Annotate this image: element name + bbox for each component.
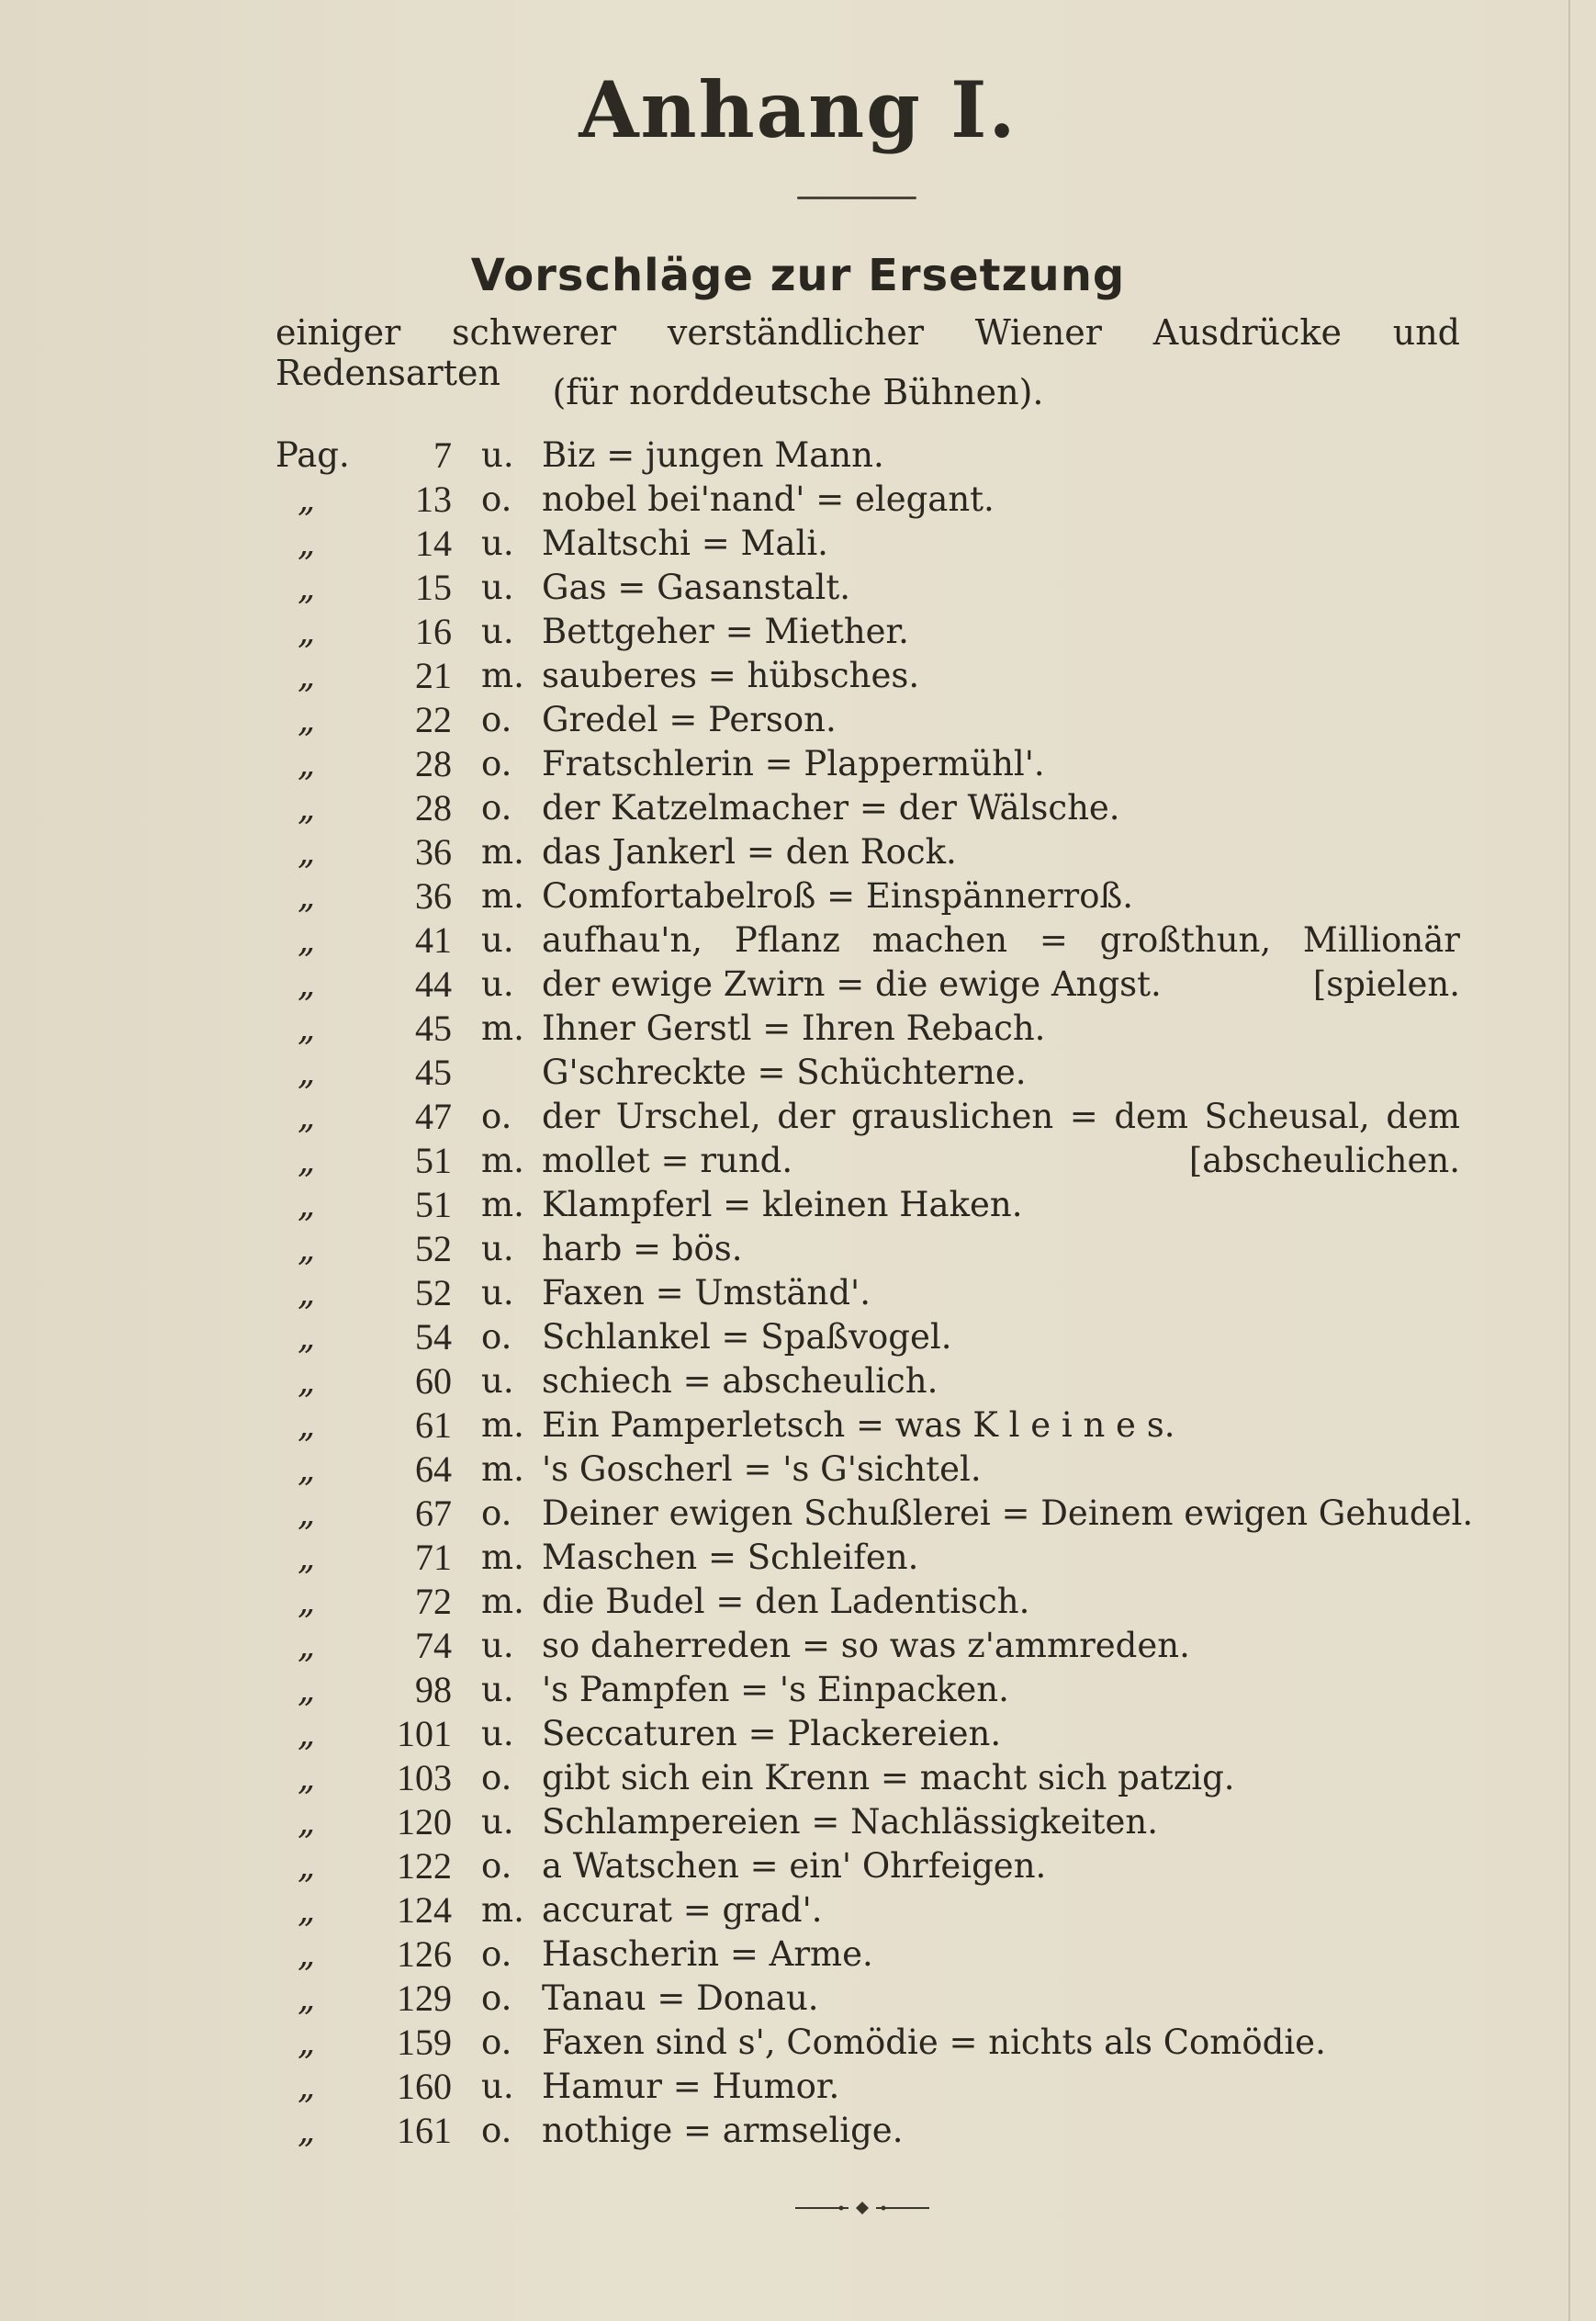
- ditto-mark: „: [298, 1317, 316, 1357]
- list-item: [275, 963, 1460, 1007]
- end-ornament: [795, 2199, 929, 2217]
- entry-text: Ein Pamperletsch = was K l e i n e s.: [542, 1405, 1175, 1445]
- page-position: o.: [481, 479, 512, 519]
- ditto-mark: „: [298, 1670, 316, 1709]
- page-title: Anhang I.: [579, 64, 1017, 155]
- page-position: m.: [481, 832, 524, 872]
- page-number: 72: [415, 1581, 452, 1622]
- page-number: 101: [397, 1713, 452, 1754]
- entry-text: sauberes = hübsches.: [542, 656, 920, 695]
- entry-text: Hamur = Humor.: [542, 2067, 840, 2106]
- list-item: [275, 2109, 1460, 2153]
- page-position: o.: [481, 1493, 512, 1533]
- list-item: [275, 1095, 1460, 1139]
- ditto-mark: „: [298, 700, 316, 739]
- ditto-mark: „: [298, 479, 316, 519]
- entry-text: Biz = jungen Mann.: [542, 435, 884, 475]
- ditto-mark: „: [298, 1008, 316, 1048]
- page-number: 103: [397, 1757, 452, 1798]
- page-number: 67: [415, 1493, 452, 1534]
- page-position: u.: [481, 1714, 514, 1753]
- page-position: u.: [481, 1802, 514, 1842]
- ditto-mark: „: [298, 744, 316, 783]
- entry-text: Klampferl = kleinen Haken.: [542, 1185, 1023, 1224]
- page-position: m.: [481, 1185, 524, 1224]
- entry-text: gibt sich ein Krenn = macht sich patzig.: [542, 1758, 1235, 1797]
- ditto-mark: „: [298, 2022, 316, 2062]
- ditto-mark: „: [298, 1361, 316, 1401]
- page-position: o.: [481, 1317, 512, 1357]
- list-item: [275, 918, 1460, 963]
- entry-text: nothige = armselige.: [542, 2111, 904, 2150]
- page-position: m.: [481, 1449, 524, 1489]
- page-number: 7: [433, 434, 452, 476]
- ditto-mark: „: [298, 1582, 316, 1621]
- entry-text: 's Pampfen = 's Einpacken.: [542, 1670, 1009, 1709]
- ditto-mark: „: [298, 1714, 316, 1753]
- list-item: [275, 1932, 1460, 1977]
- ditto-mark: „: [298, 1449, 316, 1489]
- entry-text: Schlampereien = Nachlässigkeiten.: [542, 1802, 1159, 1842]
- page-number: 28: [415, 743, 452, 784]
- page-edge-line: [1568, 0, 1570, 2321]
- entry-text: das Jankerl = den Rock.: [542, 832, 957, 872]
- entry-text: 's Goscherl = 's G'sichtel.: [542, 1449, 982, 1489]
- page-number: 28: [415, 787, 452, 828]
- list-item: [275, 654, 1460, 698]
- list-item: [275, 1536, 1460, 1580]
- ditto-mark: „: [298, 832, 316, 872]
- list-item: [275, 1580, 1460, 1624]
- entry-text: a Watschen = ein' Ohrfeigen.: [542, 1846, 1047, 1886]
- entry-text: Gas = Gasanstalt.: [542, 568, 850, 607]
- page-position: u.: [481, 2067, 514, 2106]
- entry-text: so daherreden = so was z'ammreden.: [542, 1626, 1190, 1665]
- ditto-mark: „: [298, 1978, 316, 2018]
- page-number: 126: [397, 1933, 452, 1975]
- page-position: u.: [481, 1670, 514, 1709]
- list-item: [275, 1139, 1460, 1183]
- ditto-mark: „: [298, 612, 316, 651]
- ditto-mark: „: [298, 1934, 316, 1974]
- list-item: [275, 2065, 1460, 2109]
- page-number: 54: [415, 1316, 452, 1358]
- ditto-mark: „: [298, 1758, 316, 1797]
- entry-text: harb = bös.: [542, 1229, 743, 1268]
- page-number: 36: [415, 831, 452, 873]
- line-overflow-text: [abscheulichen.: [1188, 1141, 1460, 1180]
- ditto-mark: „: [298, 1229, 316, 1268]
- page-position: u.: [481, 1361, 514, 1401]
- page-number: 160: [397, 2066, 452, 2107]
- ditto-mark: „: [298, 788, 316, 828]
- list-item: [275, 1492, 1474, 1536]
- page-number: 36: [415, 875, 452, 917]
- list-item: [275, 1624, 1460, 1668]
- page-number: 51: [415, 1140, 452, 1181]
- ditto-mark: „: [298, 1405, 316, 1445]
- list-item: [275, 874, 1460, 918]
- entry-text: Fratschlerin = Plappermühl'.: [542, 744, 1045, 783]
- page-position: m.: [481, 1582, 524, 1621]
- entry-text: der Urschel, der grauslichen = dem Scheusal, dem: [542, 1097, 1460, 1136]
- list-item: [275, 1183, 1460, 1227]
- list-item: [275, 698, 1460, 742]
- page-number: 71: [415, 1537, 452, 1578]
- page-number: 16: [415, 611, 452, 652]
- entry-text: der Katzelmacher = der Wälsche.: [542, 788, 1120, 828]
- subheading-line-2: (für norddeutsche Bühnen).: [552, 372, 1044, 412]
- list-item: [275, 1888, 1460, 1932]
- page-position: o.: [481, 1097, 512, 1136]
- ditto-mark: „: [298, 1890, 316, 1930]
- page-number: 21: [415, 655, 452, 696]
- ditto-mark: „: [298, 1493, 316, 1533]
- entry-text: der ewige Zwirn = die ewige Angst.: [542, 964, 1162, 1004]
- page-number: 44: [415, 963, 452, 1005]
- entry-text: Deiner ewigen Schußlerei = Deinem ewigen Gehudel.: [542, 1493, 1474, 1533]
- page-position: u.: [481, 920, 514, 960]
- list-item: [275, 1007, 1460, 1051]
- entry-text: G'schreckte = Schüchterne.: [542, 1053, 1027, 1092]
- list-item: [275, 1315, 1460, 1359]
- list-item: [275, 1359, 1460, 1403]
- page-number: 120: [397, 1801, 452, 1842]
- page-position: m.: [481, 876, 524, 916]
- page-prefix: Pag.: [275, 435, 350, 475]
- page-position: o.: [481, 2022, 512, 2062]
- ditto-mark: „: [298, 964, 316, 1004]
- ditto-mark: „: [298, 656, 316, 695]
- entry-text: aufhau'n, Pflanz machen = großthun, Millionär: [542, 920, 1460, 960]
- list-item: [275, 566, 1460, 610]
- entry-text: Faxen = Umständ'.: [542, 1273, 871, 1313]
- page-position: u.: [481, 612, 514, 651]
- entry-text: Ihner Gerstl = Ihren Rebach.: [542, 1008, 1046, 1048]
- page-number: 60: [415, 1360, 452, 1402]
- page-number: 159: [397, 2022, 452, 2063]
- entry-text: Gredel = Person.: [542, 700, 837, 739]
- subheading-line-1: einiger schwerer verständlicher Wiener Ausdrücke und Redensarten: [275, 312, 1460, 393]
- list-item: [275, 2021, 1460, 2065]
- page-position: o.: [481, 1978, 512, 2018]
- page-position: u.: [481, 1273, 514, 1313]
- page-number: 61: [415, 1404, 452, 1446]
- page-number: 74: [415, 1625, 452, 1666]
- list-item: [275, 478, 1460, 522]
- list-item: [275, 1051, 1460, 1095]
- ditto-mark: „: [298, 920, 316, 960]
- page-position: o.: [481, 1758, 512, 1797]
- entry-text: schiech = abscheulich.: [542, 1361, 938, 1401]
- ditto-mark: „: [298, 1141, 316, 1180]
- page-position: u.: [481, 435, 514, 475]
- list-item: [275, 742, 1460, 786]
- page-position: u.: [481, 1626, 514, 1665]
- ditto-mark: „: [298, 568, 316, 607]
- page-number: 122: [397, 1845, 452, 1887]
- page-position: o.: [481, 788, 512, 828]
- page-number: 13: [415, 479, 452, 520]
- entry-text: Maltschi = Mali.: [542, 524, 828, 563]
- entry-text: Comfortabelroß = Einspännerroß.: [542, 876, 1133, 916]
- page-position: m.: [481, 656, 524, 695]
- line-overflow-text: [spielen.: [1312, 964, 1460, 1004]
- page-number: 129: [397, 1977, 452, 2019]
- page-position: o.: [481, 700, 512, 739]
- list-item: [275, 786, 1460, 830]
- page-number: 52: [415, 1228, 452, 1269]
- page-number: 52: [415, 1272, 452, 1313]
- page-number: 161: [397, 2110, 452, 2151]
- ditto-mark: „: [298, 876, 316, 916]
- page-number: 15: [415, 567, 452, 608]
- ditto-mark: „: [298, 1273, 316, 1313]
- ditto-mark: „: [298, 2067, 316, 2106]
- page-position: o.: [481, 744, 512, 783]
- list-item: [275, 1712, 1460, 1756]
- list-item: [275, 1227, 1460, 1271]
- entry-text: die Budel = den Ladentisch.: [542, 1582, 1030, 1621]
- page-position: u.: [481, 964, 514, 1004]
- page-position: u.: [481, 568, 514, 607]
- entry-text: Hascherin = Arme.: [542, 1934, 873, 1974]
- page-number: 45: [415, 1008, 452, 1049]
- replacement-list: [275, 434, 1474, 2153]
- list-item: [275, 1800, 1460, 1844]
- page-number: 51: [415, 1184, 452, 1225]
- page-position: o.: [481, 1934, 512, 1974]
- entry-text: nobel bei'nand' = elegant.: [542, 479, 995, 519]
- list-item: [275, 1756, 1460, 1800]
- entry-text: Faxen sind s', Comödie = nichts als Comödie.: [542, 2022, 1326, 2062]
- page-position: u.: [481, 524, 514, 563]
- ditto-mark: „: [298, 1538, 316, 1577]
- section-heading: Vorschläge zur Ersetzung: [470, 250, 1126, 301]
- list-item: [275, 610, 1460, 654]
- list-item: [275, 1844, 1460, 1888]
- list-item: [275, 1977, 1460, 2021]
- page-position: m.: [481, 1008, 524, 1048]
- entry-text: Maschen = Schleifen.: [542, 1538, 919, 1577]
- title-divider: [797, 197, 916, 199]
- page-number: 64: [415, 1448, 452, 1490]
- list-item: [275, 1271, 1460, 1315]
- entry-text: Tanau = Donau.: [542, 1978, 819, 2018]
- page-number: 47: [415, 1096, 452, 1137]
- list-item: [275, 1448, 1460, 1492]
- ditto-mark: „: [298, 1053, 316, 1092]
- page-position: m.: [481, 1890, 524, 1930]
- entry-text: Schlankel = Spaßvogel.: [542, 1317, 952, 1357]
- ditto-mark: „: [298, 524, 316, 563]
- ditto-mark: „: [298, 1802, 316, 1842]
- entry-text: Seccaturen = Plackereien.: [542, 1714, 1002, 1753]
- page-position: m.: [481, 1405, 524, 1445]
- ditto-mark: „: [298, 1846, 316, 1886]
- page-number: 98: [415, 1669, 452, 1710]
- list-item: [275, 830, 1460, 874]
- list-item: [275, 1668, 1460, 1712]
- list-item: [275, 434, 1460, 478]
- page-number: 41: [415, 919, 452, 961]
- page-number: 124: [397, 1889, 452, 1931]
- page-number: 45: [415, 1052, 452, 1093]
- ditto-mark: „: [298, 2111, 316, 2150]
- page-position: m.: [481, 1141, 524, 1180]
- ditto-mark: „: [298, 1185, 316, 1224]
- list-item: [275, 1403, 1460, 1448]
- page-number: 22: [415, 699, 452, 740]
- entry-text: mollet = rund.: [542, 1141, 793, 1180]
- page-position: o.: [481, 2111, 512, 2150]
- page-position: u.: [481, 1229, 514, 1268]
- ditto-mark: „: [298, 1626, 316, 1665]
- ditto-mark: „: [298, 1097, 316, 1136]
- page-number: 14: [415, 523, 452, 564]
- page-position: m.: [481, 1538, 524, 1577]
- list-item: [275, 522, 1460, 566]
- page-position: o.: [481, 1846, 512, 1886]
- entry-text: Bettgeher = Miether.: [542, 612, 909, 651]
- entry-text: accurat = grad'.: [542, 1890, 823, 1930]
